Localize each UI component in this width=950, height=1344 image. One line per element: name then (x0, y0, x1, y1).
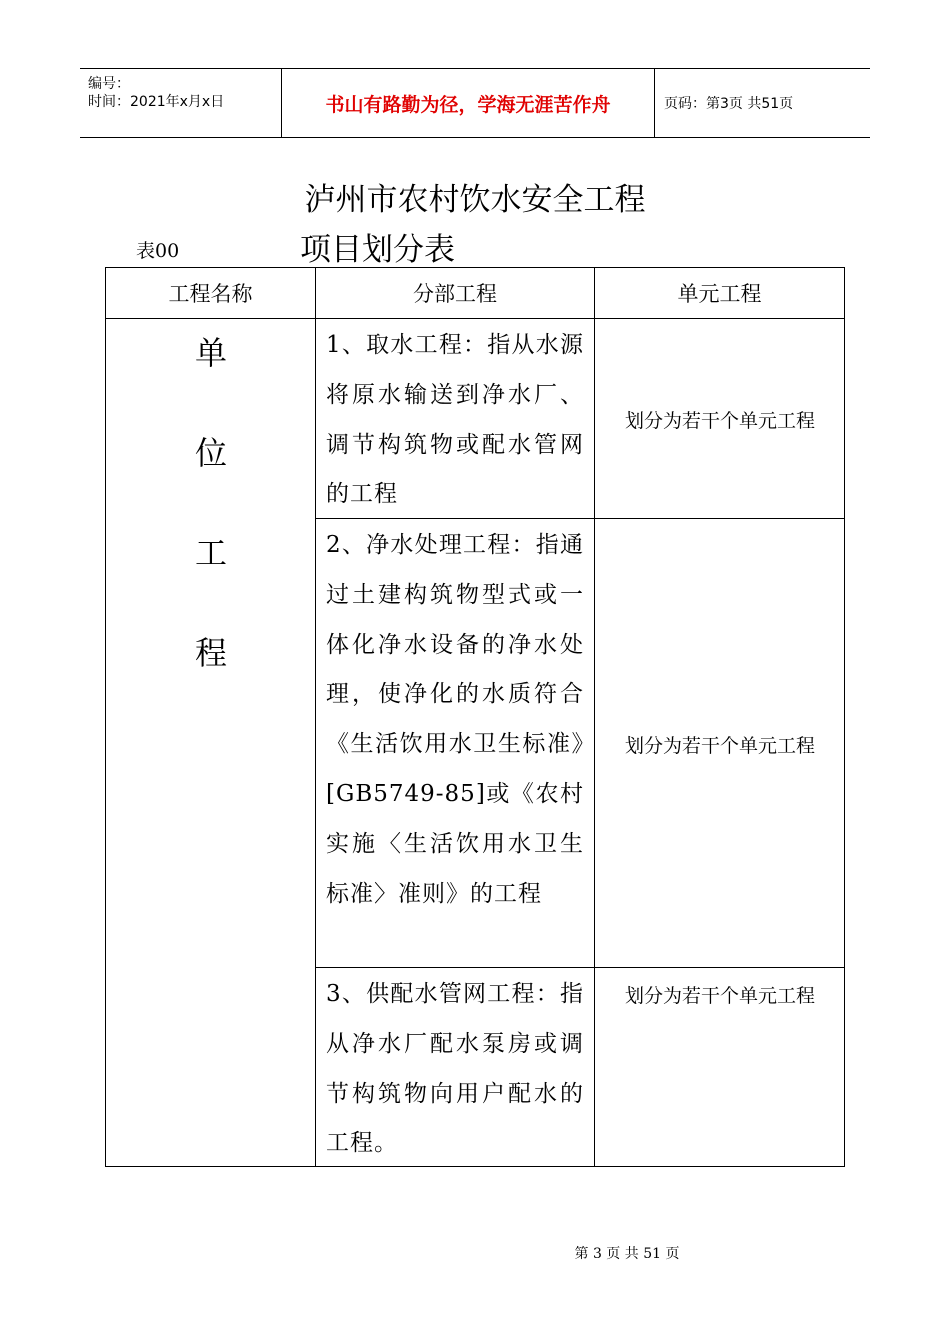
date-line: 时间：2021年x月x日 (88, 94, 225, 110)
row-divider (106, 318, 844, 319)
header-unit: 单元工程 (677, 282, 762, 306)
unit-name-char: 单 (194, 334, 227, 372)
unit-cell: 划分为若干个单元工程 (624, 735, 815, 757)
unit-cell: 划分为若干个单元工程 (624, 410, 815, 432)
header-motto: 书山有路勤为径，学海无涯苦作舟 (325, 93, 611, 116)
header-page-info: 页码：第3页 共51页 (664, 96, 794, 112)
table-title: 项目划分表 (300, 232, 455, 268)
subproject-cell: 2、净水处理工程：指通过土建构筑物型式或一体化净水设备的净水处理，使净化的水质符合《生活饮用水卫生标准》[GB5749-85]或《农村实施〈生活饮用水卫生标准〉准则》的工程 (326, 532, 584, 907)
header-meta (80, 69, 280, 137)
column-divider (315, 268, 316, 1166)
document-title: 泸州市农村饮水安全工程 (304, 182, 646, 218)
unit-name-char: 程 (194, 634, 227, 672)
header-subproject: 分部工程 (413, 282, 497, 306)
column-divider (594, 268, 595, 1166)
unit-name-char: 工 (194, 534, 227, 572)
unit-cell: 划分为若干个单元工程 (624, 985, 815, 1007)
table-number: 表00 (136, 240, 180, 262)
header-divider (654, 69, 655, 137)
header-project-name: 工程名称 (168, 282, 253, 306)
unit-name-char: 位 (194, 434, 227, 472)
project-division-table (105, 267, 845, 1167)
row-divider (315, 967, 844, 968)
subproject-cell: 1、取水工程：指从水源将原水输送到净水厂、调节构筑物或配水管网的工程 (326, 332, 584, 508)
subproject-cell: 3、供配水管网工程：指从净水厂配水泵房或调节构筑物向用户配水的工程。 (326, 981, 584, 1157)
serial-label: 编号： (88, 76, 130, 92)
document-header (80, 68, 870, 138)
page-footer: 第 3 页 共 51 页 (574, 1246, 680, 1262)
